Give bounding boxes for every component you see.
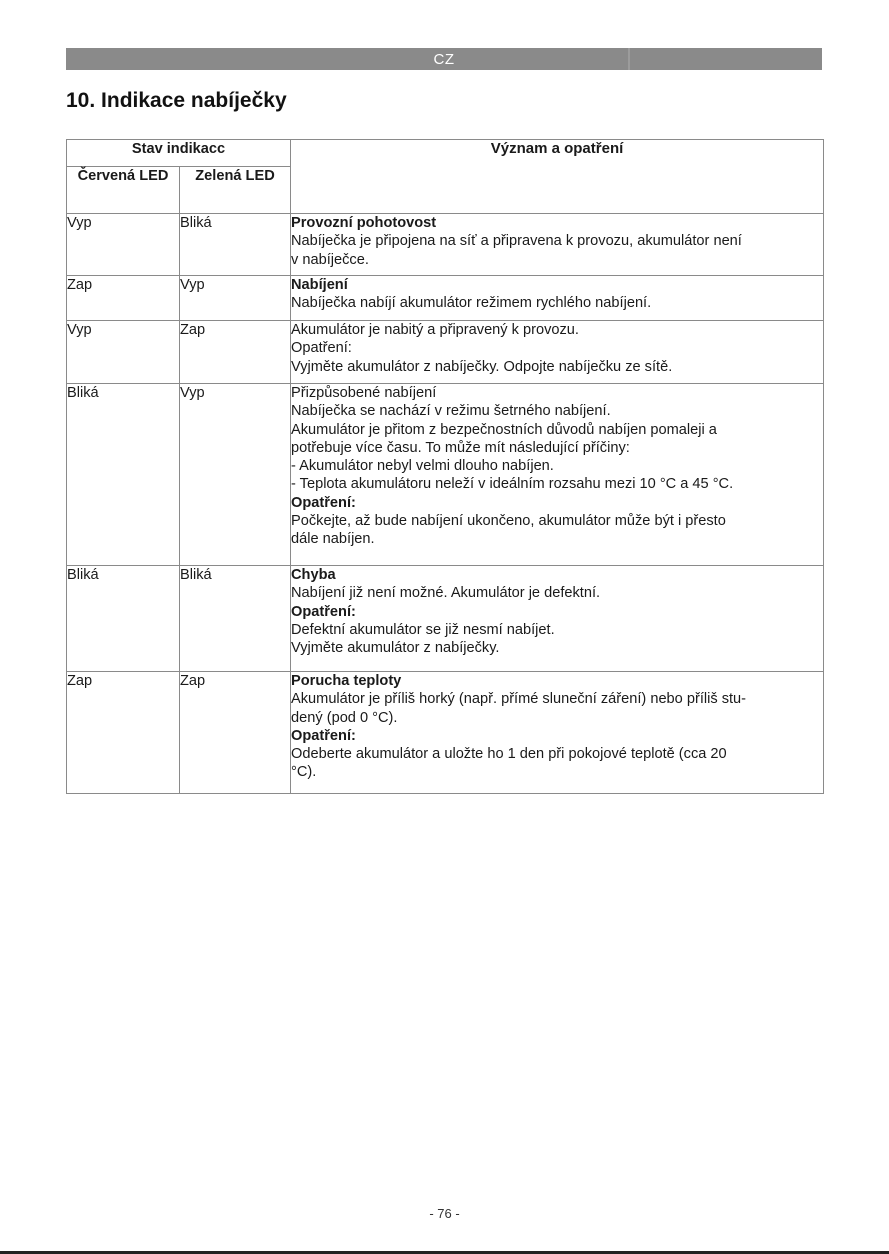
meaning-line: Odeberte akumulátor a uložte ho 1 den při pokojové teplotě (cca 20 bbox=[291, 746, 727, 763]
meaning-line: Opatření: bbox=[291, 494, 356, 511]
meaning-line: dený (pod 0 °C). bbox=[291, 709, 398, 726]
meaning-cell bbox=[291, 214, 824, 276]
red-led-state: Bliká bbox=[67, 566, 180, 672]
meaning-cell bbox=[291, 384, 824, 566]
language-code: CZ bbox=[433, 50, 455, 68]
meaning-line: Provozní pohotovost bbox=[291, 215, 437, 231]
meaning-line: potřebuje více času. To může mít následující příčiny: bbox=[291, 439, 630, 456]
meaning-line: °C). bbox=[291, 764, 317, 781]
meaning-line: Akumulátor je přitom z bezpečnostních důvodů nabíjen pomaleji a bbox=[291, 421, 717, 438]
meaning-line: Porucha teploty bbox=[291, 673, 402, 689]
table-row bbox=[67, 384, 824, 566]
red-led-state: Bliká bbox=[67, 384, 180, 566]
green-led-state: Vyp bbox=[180, 276, 291, 321]
table-row bbox=[67, 566, 824, 672]
meaning-line: Přizpůsobené nabíjení bbox=[291, 385, 437, 401]
header-bar-divider bbox=[628, 48, 630, 70]
meaning-line: Nabíječka je připojena na síť a připravena k provozu, akumulátor není bbox=[291, 233, 742, 250]
meaning-line: Nabíjení bbox=[291, 277, 348, 293]
red-led-state: Vyp bbox=[67, 214, 180, 276]
green-led-state: Vyp bbox=[180, 384, 291, 566]
meaning-line: Chyba bbox=[291, 567, 336, 583]
table-body bbox=[67, 214, 824, 794]
language-header-bar bbox=[66, 48, 822, 70]
meaning-line: Nabíječka nabíjí akumulátor režimem rychlého nabíjení. bbox=[291, 295, 652, 312]
table-row bbox=[67, 214, 824, 276]
meaning-line: Počkejte, až bude nabíjení ukončeno, akumulátor může být i přesto bbox=[291, 513, 726, 530]
meaning-line: dále nabíjen. bbox=[291, 531, 375, 548]
meaning-line: - Akumulátor nebyl velmi dlouho nabíjen. bbox=[291, 458, 554, 475]
green-led-state: Bliká bbox=[180, 214, 291, 276]
table-row bbox=[67, 276, 824, 321]
meaning-line: - Teplota akumulátoru neleží v ideálním rozsahu mezi 10 °C a 45 °C. bbox=[291, 476, 734, 493]
table-row bbox=[67, 321, 824, 384]
meaning-line: Vyjměte akumulátor z nabíječky. bbox=[291, 640, 500, 657]
red-led-state: Zap bbox=[67, 276, 180, 321]
meaning-header: Význam a opatření bbox=[291, 140, 824, 214]
green-led-state: Zap bbox=[180, 672, 291, 794]
page-number: - 76 - bbox=[429, 1206, 460, 1221]
green-led-state: Bliká bbox=[180, 566, 291, 672]
section-title: 10. Indikace nabíječky bbox=[66, 89, 287, 112]
meaning-cell bbox=[291, 566, 824, 672]
indicator-table bbox=[66, 139, 824, 794]
meaning-line: Opatření: bbox=[291, 340, 352, 357]
meaning-line: Nabíječka se nachází v režimu šetrného nabíjení. bbox=[291, 403, 611, 420]
meaning-line: Akumulátor je příliš horký (např. přímé sluneční záření) nebo příliš stu- bbox=[291, 691, 747, 708]
meaning-line: Nabíjení již není možné. Akumulátor je defektní. bbox=[291, 585, 601, 602]
meaning-line: Akumulátor je nabitý a připravený k provozu. bbox=[291, 322, 579, 338]
meaning-cell bbox=[291, 276, 824, 321]
red-led-header: Červená LED bbox=[67, 167, 180, 214]
meaning-cell bbox=[291, 672, 824, 794]
green-led-state: Zap bbox=[180, 321, 291, 384]
meaning-line: v nabíječce. bbox=[291, 251, 369, 268]
meaning-line: Opatření: bbox=[291, 603, 356, 620]
meaning-cell bbox=[291, 321, 824, 384]
meaning-line: Defektní akumulátor se již nesmí nabíjet. bbox=[291, 621, 555, 638]
status-group-header: Stav indikacc bbox=[67, 140, 291, 167]
red-led-state: Zap bbox=[67, 672, 180, 794]
table-row bbox=[67, 672, 824, 794]
meaning-line: Vyjměte akumulátor z nabíječky. Odpojte nabíječku ze sítě. bbox=[291, 358, 673, 375]
red-led-state: Vyp bbox=[67, 321, 180, 384]
meaning-line: Opatření: bbox=[291, 727, 356, 744]
green-led-header: Zelená LED bbox=[180, 167, 291, 214]
